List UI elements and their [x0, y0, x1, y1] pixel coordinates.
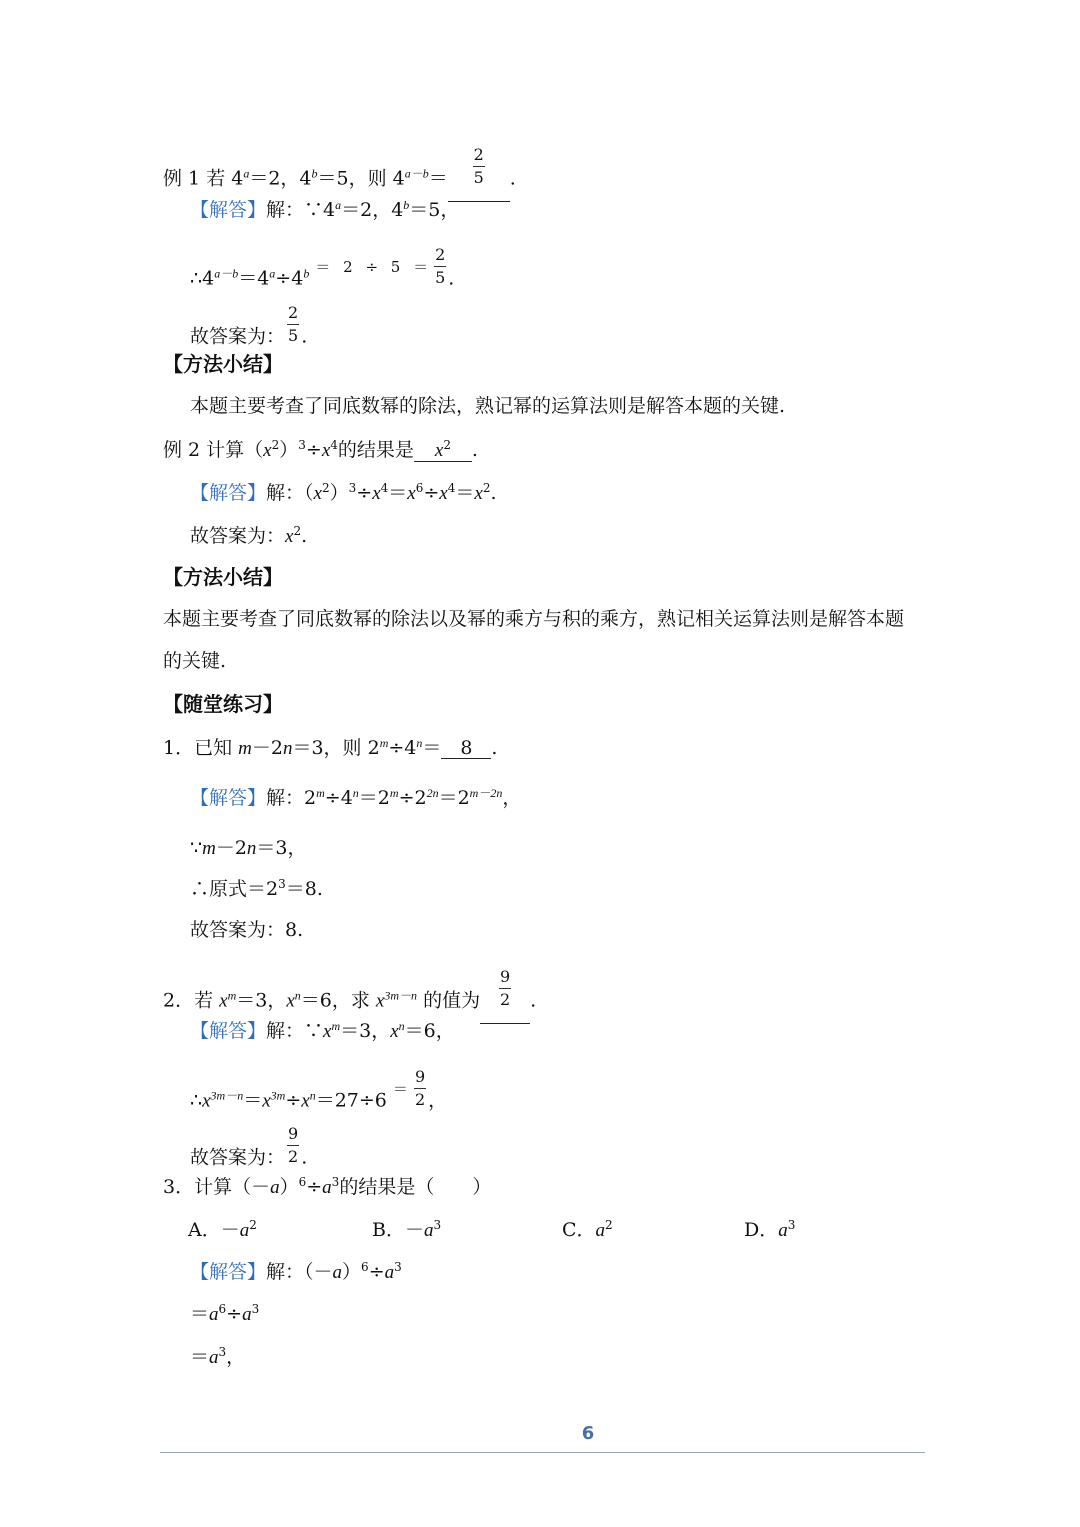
practice-3-solution-line-3: $=a^3$，	[190, 1345, 246, 1368]
page-number: 6	[581, 1423, 595, 1444]
method-summary-text: 本题主要考查了同底数幂的除法，熟记幂的运算法则是解答本题的关键.	[190, 395, 786, 417]
option-c: C．$a^2$	[562, 1218, 613, 1241]
answer-blank	[480, 967, 530, 1024]
option-b: B．$-a^3$	[372, 1218, 442, 1241]
practice-3-question: 3．计算$(-a)^6\div a^3$的结果是（ ）	[163, 1175, 492, 1198]
choice-options	[188, 1218, 928, 1242]
practice-1-solution-line-2: ∵m－2n＝3，	[190, 837, 307, 859]
method-summary-text: 本题主要考查了同底数幂的除法以及幂的乘方与积的乘方，熟记相关运算法则是解答本题	[163, 608, 905, 630]
solution-2-line-1: 【解答】解：$(x^2)^3\div x^4=x^6\div x^4=x^2$.	[190, 481, 497, 504]
practice-1-solution-line-3: ∴原式$=2^3=8$.	[190, 877, 323, 900]
solution-1-line-1: 【解答】解：$\because 4^a=2$，$4^b=5$，	[190, 198, 460, 221]
answer-blank: 8	[441, 738, 491, 759]
fraction: $\frac{9}{2}$	[288, 1124, 299, 1166]
solution-1-answer: 故答案为： $\frac{2}{5}$ .	[190, 303, 308, 348]
practice-1-question: 1．已知 m－2n＝3，则 $2^m\div 4^n= 8$ .	[163, 736, 498, 759]
answer-blank: $x^2$	[414, 440, 472, 462]
practice-3-solution-line-2: $=a^6\div a^3$	[190, 1302, 260, 1325]
solution-tag: 【解答】	[190, 1020, 267, 1042]
fraction: $\frac{2}{5}$	[473, 145, 484, 187]
answer-blank	[448, 145, 510, 202]
example-1-question: 例 1 若 $4^a=2$，$4^b=5$，则 $4^{a-b}=$ $\frac{2}{5}$ .	[163, 158, 516, 202]
solution-tag: 【解答】	[190, 199, 267, 221]
practice-heading: 【随堂练习】	[163, 692, 283, 716]
practice-1-answer: 故答案为：8.	[190, 919, 304, 941]
practice-3-solution-line-1: 【解答】解：$(-a)^6\div a^3$	[190, 1260, 402, 1283]
method-summary-text: 的关键.	[163, 650, 227, 672]
practice-1-solution-line-1: 【解答】解：$2^m\div 4^n=2^m\div 2^{2n}=2^{m-2n}$，	[190, 786, 522, 809]
method-summary-heading: 【方法小结】	[163, 565, 283, 589]
solution-1-line-2: $\therefore 4^{a-b}=4^a\div 4^b$ $^{= 2 \div 5 =}$ $\frac{2}{5}$ .	[190, 245, 455, 290]
solution-2-answer: 故答案为：$x^2$.	[190, 524, 308, 547]
fraction: $\frac{2}{5}$	[435, 245, 446, 287]
option-d: D．$a^3$	[744, 1218, 796, 1241]
example-2-question: 例 2 计算$(x^2)^3\div x^4$的结果是 $x^2$ .	[163, 438, 478, 461]
solution-tag: 【解答】	[190, 787, 267, 809]
practice-2-solution-line-1: 【解答】解：$\because x^m=3$，$x^n=6$，	[190, 1019, 455, 1042]
fraction: $\frac{2}{5}$	[288, 303, 299, 345]
fraction: $\frac{9}{2}$	[414, 1067, 426, 1109]
footer-divider	[160, 1452, 925, 1453]
practice-2-solution-line-2: $\therefore x^{3m-n}=x^{3m}\div x^n=27\div 6$ ＝ $\frac{9}{2}$ ，	[190, 1067, 448, 1112]
solution-tag: 【解答】	[190, 482, 267, 504]
example-label: 例 1	[163, 167, 201, 190]
fraction: $\frac{9}{2}$	[499, 967, 511, 1009]
method-summary-heading: 【方法小结】	[163, 352, 283, 376]
option-a: A．$-a^2$	[188, 1218, 257, 1241]
practice-2-answer: 故答案为： $\frac{9}{2}$ .	[190, 1124, 308, 1169]
solution-tag: 【解答】	[190, 1261, 267, 1283]
practice-2-question: 2．若 $x^m=3$，$x^n=6$，求 $x^{3m-n}$ 的值为 $\frac{9}{2}$ .	[163, 980, 536, 1024]
